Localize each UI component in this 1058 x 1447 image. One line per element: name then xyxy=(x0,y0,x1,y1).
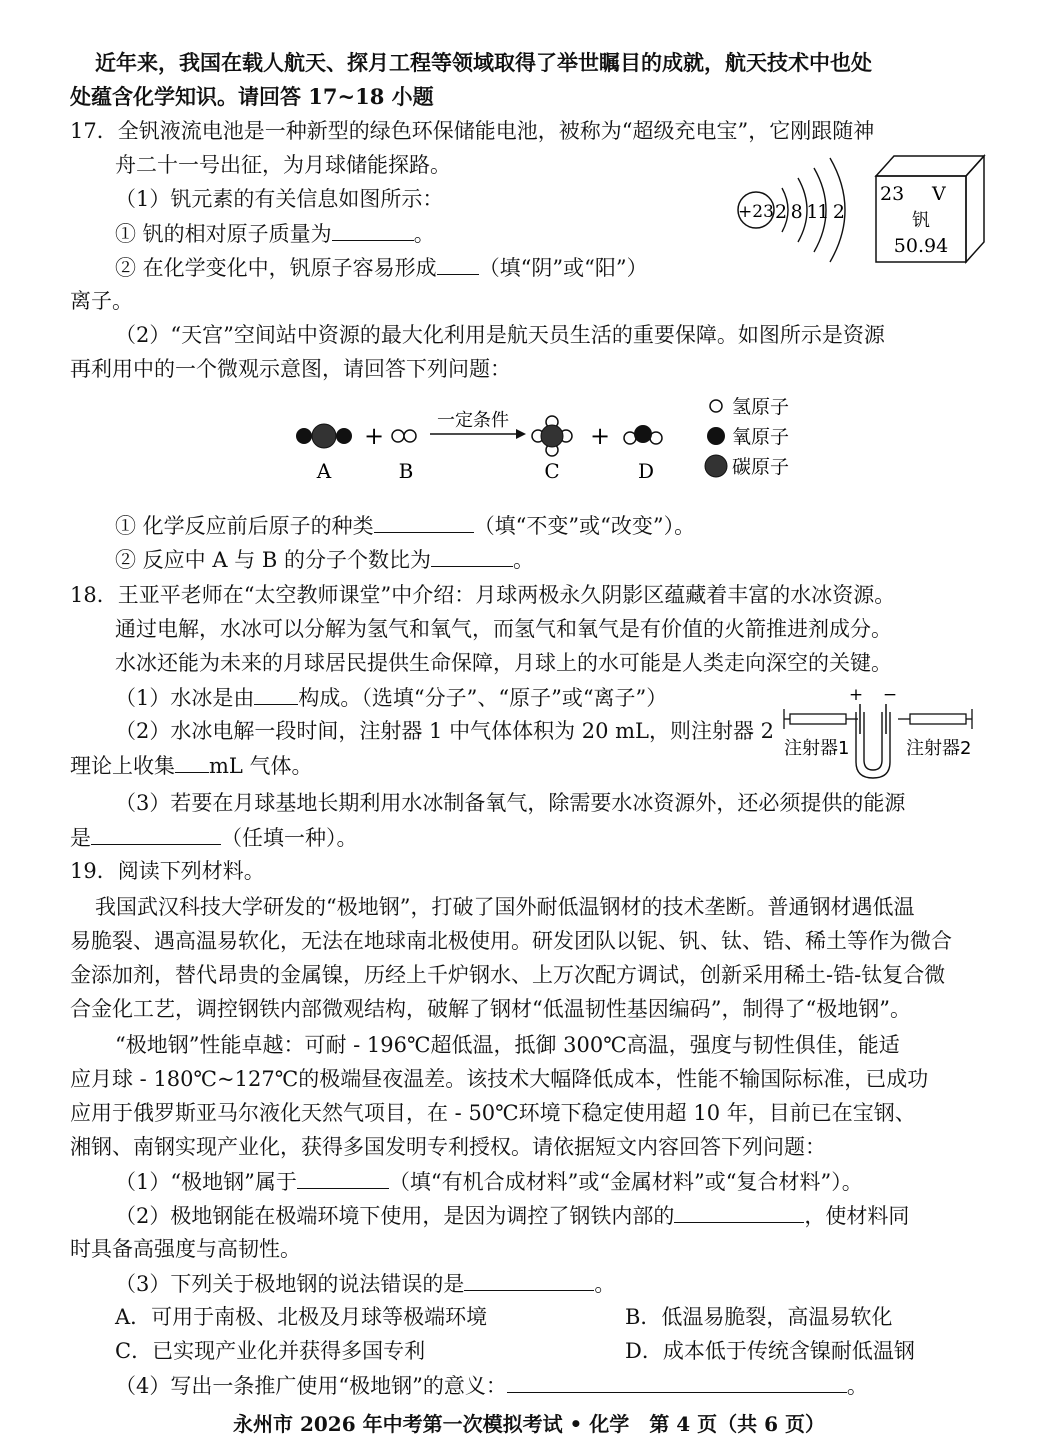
q19-para1-line-4: 合金化工艺，调控钢铁内部微观结构，破解了钢材“低温韧性基因编码”，制得了“极地钢”。 xyxy=(70,997,911,1021)
reaction-micro-diagram xyxy=(290,392,850,492)
answer-blank[interactable] xyxy=(254,682,298,705)
q19-para2-line-1: “极地钢”性能卓越：可耐 - 196℃超低温，抵御 300℃高温，强度与韧性俱佳，能适 xyxy=(115,1033,900,1057)
q19-part1 xyxy=(115,1166,863,1197)
q19-part3-end: 。 xyxy=(594,1272,616,1296)
q19-option-a[interactable]: A．可用于南极、北极及月球等极端环境 xyxy=(115,1305,488,1329)
q19-part3 xyxy=(115,1268,615,1299)
positive-electrode: + xyxy=(848,685,864,705)
q19-para2-line-2: 应月球 - 180℃~127℃的极端昼夜温差。该技术大幅降低成本，性能不输国际标准，已成功 xyxy=(70,1067,929,1091)
q19-part2 xyxy=(115,1200,909,1231)
q18-part2: （2）水冰电解一段时间，注射器 1 中气体体积为 20 mL，则注射器 2 xyxy=(115,719,775,743)
intro-line-2: 处蕴含化学知识。请回答 17~18 小题 xyxy=(70,84,434,109)
q17-part2-b-text: ② 反应中 A 与 B 的分子个数比为 xyxy=(115,548,431,572)
answer-blank[interactable] xyxy=(507,1370,847,1393)
q19-option-c[interactable]: C．已实现产业化并获得多国专利 xyxy=(115,1339,426,1363)
label-b: B xyxy=(398,459,414,483)
label-d: D xyxy=(637,459,655,483)
q17-part2-a-text: ① 化学反应前后原子的种类 xyxy=(115,514,374,538)
q18-stem-3: 水冰还能为未来的月球居民提供生命保障，月球上的水可能是人类走向深空的关键。 xyxy=(115,651,892,675)
answer-blank[interactable] xyxy=(464,1268,594,1291)
legend-oxygen-icon xyxy=(707,427,725,445)
carbon-atom xyxy=(541,425,563,447)
element-name: 钒 xyxy=(912,210,930,231)
q19-part1-end: （填“有机合成材料”或“金属材料”或“复合材料”）。 xyxy=(388,1170,863,1194)
answer-blank[interactable] xyxy=(431,544,513,567)
q18-part2-cont xyxy=(70,750,313,781)
answer-blank[interactable] xyxy=(674,1200,804,1223)
atomic-number: 23 xyxy=(880,183,905,205)
molecule-d xyxy=(624,425,662,444)
intro-line-1: 近年来，我国在载人航天、探月工程等领域取得了举世瞩目的成就，航天技术中也处 xyxy=(95,50,872,75)
q19-part2-end: ，使材料同 xyxy=(804,1204,910,1228)
carbon-atom xyxy=(312,424,336,448)
hydrogen-atom xyxy=(392,430,404,442)
legend-hydrogen-icon xyxy=(710,400,722,412)
q17-stem-1: 17．全钒液流电池是一种新型的绿色环保储能电池，被称为“超级充电宝”，它刚跟随神 xyxy=(70,119,875,143)
page-footer: 永州市 2026 年中考第一次模拟考试 • 化学 第 4 页（共 6 页） xyxy=(233,1412,825,1436)
q18-part2-cont-end: mL 气体。 xyxy=(209,754,313,778)
q19-option-d[interactable]: D．成本低于传统含镍耐低温钢 xyxy=(625,1339,915,1363)
q18-stem-1: 18．王亚平老师在“太空教师课堂”中介绍：月球两极永久阴影区蕴藏着丰富的水冰资源。 xyxy=(70,583,896,607)
q17-part2-b xyxy=(115,544,534,575)
hydrogen-atom xyxy=(404,430,416,442)
negative-electrode: − xyxy=(882,685,898,705)
u-tube-inner xyxy=(864,712,882,770)
element-symbol: V xyxy=(932,183,946,205)
nucleus-charge: +23 xyxy=(738,202,774,222)
syringe-2-barrel xyxy=(910,714,966,724)
molecule-a xyxy=(296,424,352,448)
u-tube-outer xyxy=(856,712,890,778)
q19-para1-line-2: 易脆裂、遇高温易软化，无法在地球南北极使用。研发团队以铌、钒、钛、锆、稀土等作为微合 xyxy=(70,929,952,953)
answer-blank[interactable] xyxy=(332,218,414,241)
q19-para2-line-3: 应用于俄罗斯亚马尔液化天然气项目，在 - 50℃环境下稳定使用超 10 年，目前已在宝钢、 xyxy=(70,1101,916,1125)
answer-blank[interactable] xyxy=(91,822,221,845)
electrolysis-apparatus-diagram xyxy=(778,684,998,784)
label-c: C xyxy=(544,459,560,483)
q17-stem-2: 舟二十一号出征，为月球储能探路。 xyxy=(115,153,451,177)
legend-carbon: 碳原子 xyxy=(732,456,790,478)
cube-side xyxy=(966,156,984,262)
q19-part1-text: （1）“极地钢”属于 xyxy=(115,1170,297,1194)
q17-part1-a-end: 。 xyxy=(413,222,435,246)
answer-blank[interactable] xyxy=(175,750,209,773)
q18-part1 xyxy=(115,682,667,713)
atomic-mass: 50.94 xyxy=(893,235,949,257)
q17-part1-b-end: （填“阴”或“阳”） xyxy=(478,256,648,280)
plus-sign: + xyxy=(589,422,611,450)
q18-part3-line-2 xyxy=(70,822,358,853)
legend xyxy=(705,396,789,478)
arrow-head xyxy=(516,429,526,439)
plus-sign: + xyxy=(363,422,385,450)
q19-part2-cont: 时具备高强度与高韧性。 xyxy=(70,1237,301,1261)
vanadium-atom-structure-diagram xyxy=(730,150,865,270)
q17-part1-title: （1）钒元素的有关信息如图所示： xyxy=(115,187,444,211)
syringe-2-label: 注射器2 xyxy=(906,738,972,759)
q19-part4-text: （4）写出一条推广使用“极地钢”的意义： xyxy=(115,1374,507,1398)
q17-part2-line-2: 再利用中的一个微观示意图，请回答下列问题： xyxy=(70,357,511,381)
q17-part1-b-cont: 离子。 xyxy=(70,289,133,313)
molecule-b xyxy=(392,430,416,442)
q18-part1-text: （1）水冰是由 xyxy=(115,686,255,710)
q18-part3-line-1: （3）若要在月球基地长期利用水冰制备氧气，除需要水冰资源外，还必须提供的能源 xyxy=(115,791,906,815)
legend-carbon-icon xyxy=(705,455,727,477)
answer-blank[interactable] xyxy=(374,510,474,533)
oxygen-atom xyxy=(296,428,312,444)
answer-blank[interactable] xyxy=(437,252,479,275)
q19-part4-end: 。 xyxy=(846,1374,868,1398)
syringe-1-barrel xyxy=(790,714,846,724)
reaction-condition: 一定条件 xyxy=(437,410,509,431)
q19-part3-text: （3）下列关于极地钢的说法错误的是 xyxy=(115,1272,465,1296)
oxygen-atom xyxy=(634,425,652,443)
answer-blank[interactable] xyxy=(297,1166,389,1189)
q17-part1-a xyxy=(115,218,435,249)
q18-part1-end: 构成。（选填“分子”、“原子”或“离子”） xyxy=(298,686,668,710)
q19-para2-line-4: 湘钢、南钢实现产业化，获得多国发明专利授权。请依据短文内容回答下列问题： xyxy=(70,1135,826,1159)
q19-option-b[interactable]: B．低温易脆裂，高温易软化 xyxy=(625,1305,893,1329)
q17-part2-a xyxy=(115,510,695,541)
q18-part3-end: （任填一种）。 xyxy=(221,826,358,850)
q17-part2-a-end: （填“不变”或“改变”）。 xyxy=(473,514,696,538)
molecule-c xyxy=(532,416,572,456)
q19-part4 xyxy=(115,1370,868,1401)
legend-oxygen: 氧原子 xyxy=(732,426,790,448)
legend-hydrogen: 氢原子 xyxy=(732,396,790,418)
vanadium-element-cell xyxy=(868,152,988,270)
q18-part2-cont-text: 理论上收集 xyxy=(70,754,175,778)
q18-part3-text: 是 xyxy=(70,826,91,850)
q17-part1-b-text: ② 在化学变化中，钒原子容易形成 xyxy=(115,256,437,280)
q19-para1-line-3: 金添加剂，替代昂贵的金属镍，历经上千炉钢水、上万次配方调试，创新采用稀土-锆-钛复合微 xyxy=(70,963,946,987)
q17-part2-line-1: （2）“天宫”空间站中资源的最大化利用是航天员生活的重要保障。如图所示是资源 xyxy=(115,323,885,347)
q19-stem: 19．阅读下列材料。 xyxy=(70,859,265,883)
oxygen-atom xyxy=(336,428,352,444)
q19-part2-text: （2）极地钢能在极端环境下使用，是因为调控了钢铁内部的 xyxy=(115,1204,675,1228)
q19-para1-line-1: 我国武汉科技大学研发的“极地钢”，打破了国外耐低温钢材的技术垄断。普通钢材遇低温 xyxy=(95,895,915,919)
q18-stem-2: 通过电解，水冰可以分解为氢气和氧气，而氢气和氧气是有价值的火箭推进剂成分。 xyxy=(115,617,892,641)
q17-part1-a-text: ① 钒的相对原子质量为 xyxy=(115,222,332,246)
syringe-1-label: 注射器1 xyxy=(784,738,850,759)
shell-electrons: 2 8 11 2 xyxy=(775,201,845,223)
q17-part2-b-end: 。 xyxy=(512,548,534,572)
q17-part1-b xyxy=(115,252,648,283)
label-a: A xyxy=(316,459,332,483)
